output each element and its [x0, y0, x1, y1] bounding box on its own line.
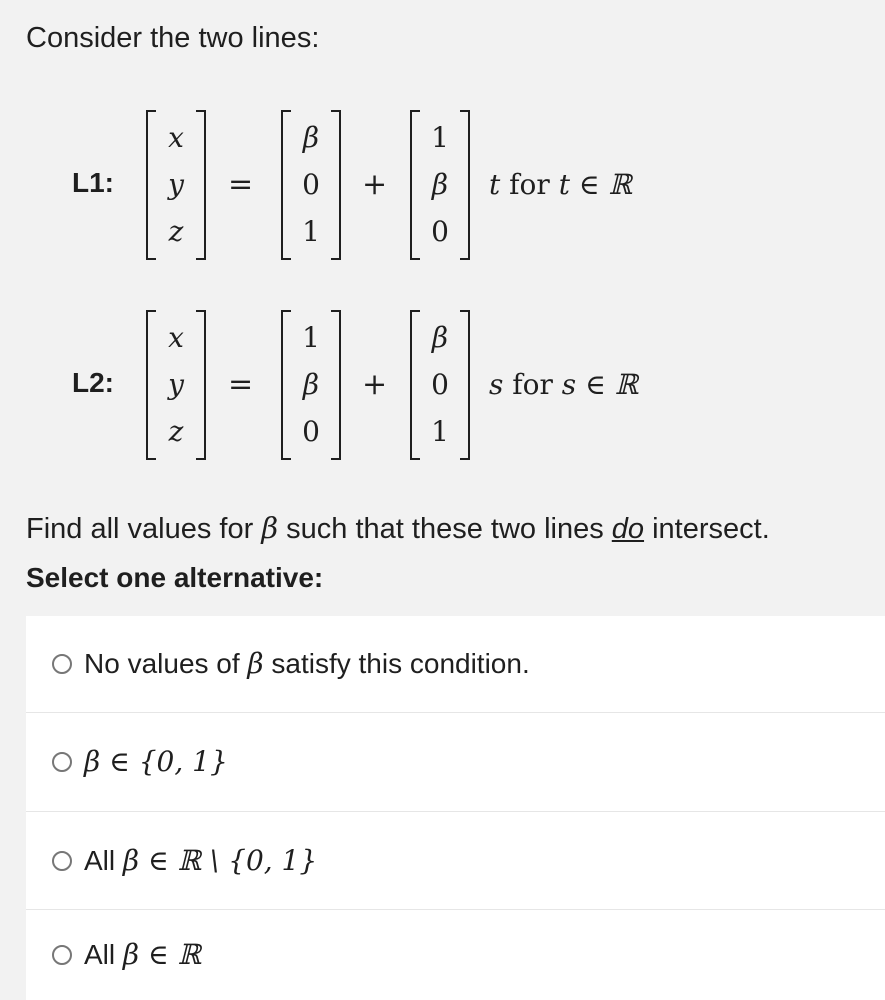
- vector-entry: β: [302, 121, 320, 154]
- option-pre-text: All: [84, 844, 123, 876]
- option-math: β ∈ {0, 1}: [84, 745, 228, 778]
- line-l1-equation: [0, 110, 885, 270]
- question-text: [26, 510, 770, 547]
- option-post-text: satisfy this condition.: [263, 648, 530, 679]
- parameter-domain: t ∈ ℝ: [558, 168, 632, 201]
- option-math: β: [247, 647, 264, 680]
- vector-entry: β: [302, 368, 320, 401]
- option-math: β ∈ ℝ \ {0, 1}: [122, 843, 318, 877]
- vector-entry: β: [431, 168, 449, 201]
- radio-button[interactable]: [52, 752, 72, 772]
- vector-entry: 0: [302, 168, 320, 201]
- for-word: for: [509, 168, 550, 201]
- radio-button[interactable]: [52, 654, 72, 674]
- line-l1-label: L1:: [72, 167, 114, 198]
- l2-direction-vector: [410, 310, 470, 460]
- option-label: [84, 843, 317, 879]
- vector-entry: 1: [302, 321, 320, 354]
- answer-options: [26, 616, 885, 1000]
- vector-entry: 0: [431, 215, 449, 248]
- vector-entry: 0: [431, 368, 449, 401]
- question-post: intersect.: [644, 513, 770, 545]
- radio-button[interactable]: [52, 851, 72, 871]
- plus-sign: +: [362, 167, 388, 202]
- option-label: [84, 646, 530, 682]
- parameter-symbol: s: [489, 368, 504, 401]
- vector-entry: 1: [431, 121, 449, 154]
- option-all-beta[interactable]: [26, 910, 885, 1000]
- vector-entry: 0: [302, 415, 320, 448]
- line-l2-label: L2:: [72, 367, 114, 398]
- option-no-values[interactable]: [26, 616, 885, 713]
- equals-sign: =: [228, 367, 254, 402]
- plus-sign: +: [362, 367, 388, 402]
- l1-direction-vector: [410, 110, 470, 260]
- vector-entry: β: [431, 321, 449, 354]
- select-instruction: Select one alternative:: [26, 562, 324, 593]
- vector-entry: x: [168, 121, 184, 154]
- l1-point-vector: [281, 110, 341, 260]
- vector-entry: 1: [431, 415, 449, 448]
- for-word: for: [512, 368, 553, 401]
- option-math: β ∈ ℝ: [122, 938, 201, 971]
- vector-entry: x: [168, 321, 184, 354]
- l2-lhs-vector: [146, 310, 206, 460]
- radio-button[interactable]: [52, 945, 72, 965]
- intro-text: Consider the two lines:: [26, 22, 320, 54]
- vector-entry: z: [168, 415, 184, 448]
- vector-entry: 1: [302, 215, 320, 248]
- option-pre-text: No values of: [84, 648, 248, 679]
- l2-parameter-clause: [489, 365, 638, 405]
- l2-point-vector: [281, 310, 341, 460]
- option-beta-in-0-1[interactable]: [26, 713, 885, 812]
- question-pre: Find all values for: [26, 513, 262, 545]
- vector-entry: y: [168, 368, 184, 401]
- option-label: [84, 744, 228, 780]
- beta-symbol: β: [261, 511, 279, 545]
- equals-sign: =: [228, 167, 254, 202]
- question-mid: such that these two lines: [278, 513, 612, 545]
- option-label: [84, 937, 201, 973]
- l1-parameter-clause: [489, 165, 632, 205]
- parameter-domain: s ∈ ℝ: [561, 368, 638, 401]
- option-all-beta-except-0-1[interactable]: [26, 812, 885, 910]
- l1-lhs-vector: [146, 110, 206, 260]
- parameter-symbol: t: [489, 168, 501, 201]
- option-pre-text: All: [84, 939, 123, 970]
- vector-entry: y: [168, 168, 184, 201]
- line-l2-equation: [0, 310, 885, 470]
- question-emphasis: do: [611, 513, 645, 545]
- vector-entry: z: [168, 215, 184, 248]
